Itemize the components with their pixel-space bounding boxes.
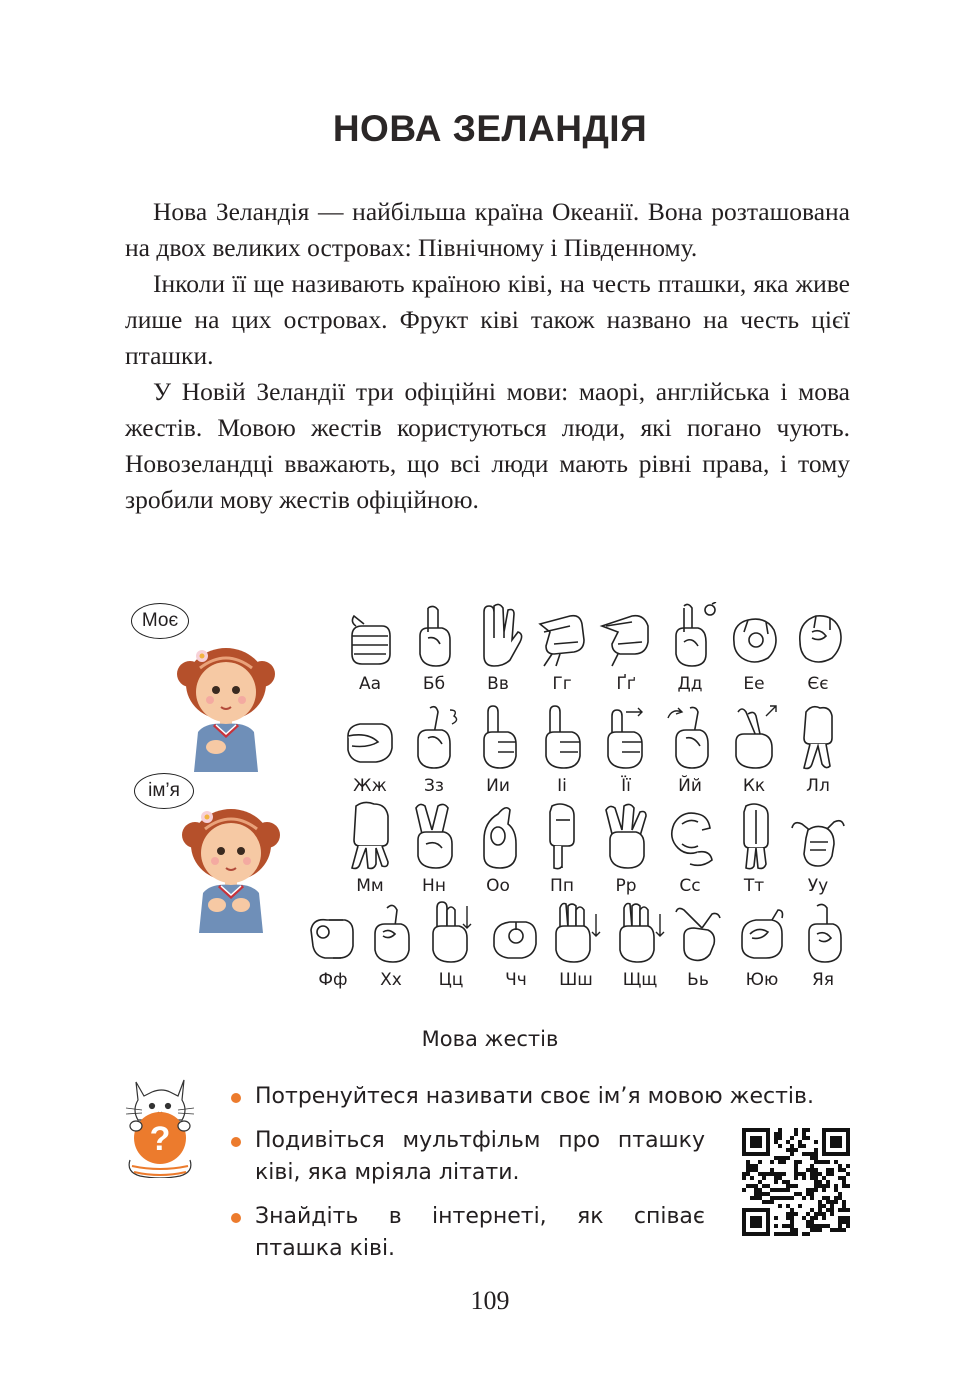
girl-illustration-top bbox=[176, 632, 276, 772]
sign-letter bbox=[339, 800, 401, 896]
hand-sign-icon bbox=[548, 900, 604, 966]
hand-sign-icon bbox=[534, 602, 590, 670]
sign-label: Чч bbox=[505, 970, 527, 990]
hand-sign-icon bbox=[406, 800, 462, 872]
sign-label: Йй bbox=[678, 776, 702, 796]
sign-letter bbox=[787, 602, 849, 694]
hand-sign-icon bbox=[662, 800, 718, 872]
sign-label: Дд bbox=[677, 674, 703, 694]
sign-letter bbox=[595, 602, 657, 694]
task-text: Потренуйтеся називати своє ім’я мовою жестів. bbox=[255, 1084, 814, 1109]
sign-letter bbox=[302, 900, 364, 990]
sign-letter bbox=[531, 800, 593, 896]
sign-label: Єє bbox=[807, 674, 829, 694]
sign-label: Ьь bbox=[687, 970, 709, 990]
sign-label: Сс bbox=[679, 876, 701, 896]
sign-letter bbox=[339, 602, 401, 694]
hand-sign-icon bbox=[726, 602, 782, 670]
girl-illustration-bottom bbox=[181, 793, 281, 933]
sign-letter bbox=[595, 800, 657, 896]
sign-letter bbox=[531, 702, 593, 796]
page-title: НОВА ЗЕЛАНДІЯ bbox=[332, 108, 648, 149]
hand-sign-icon bbox=[662, 602, 718, 670]
sign-label: Її bbox=[621, 776, 631, 796]
hand-sign-icon bbox=[598, 702, 654, 772]
sign-label: Тт bbox=[743, 876, 765, 896]
sign-label: Уу bbox=[807, 876, 829, 896]
sign-letter bbox=[467, 602, 529, 694]
sign-letter bbox=[792, 900, 854, 990]
sign-label: Іі bbox=[557, 776, 567, 796]
sign-letter bbox=[667, 900, 729, 990]
speech-bubble-bottom: ім’я bbox=[134, 773, 194, 809]
sign-label: Нн bbox=[422, 876, 446, 896]
hand-sign-icon bbox=[534, 800, 590, 872]
sign-label: Рр bbox=[615, 876, 637, 896]
sign-letter bbox=[723, 602, 785, 694]
hand-sign-icon bbox=[488, 900, 544, 966]
qr-code-icon[interactable] bbox=[742, 1128, 850, 1236]
sign-label: Пп bbox=[550, 876, 574, 896]
sign-letter bbox=[609, 900, 671, 990]
sign-label: Цц bbox=[438, 970, 464, 990]
sign-letter bbox=[467, 702, 529, 796]
hand-sign-icon bbox=[790, 602, 846, 670]
sign-label: Мм bbox=[356, 876, 384, 896]
sign-label: Зз bbox=[424, 776, 444, 796]
sign-label: Оо bbox=[486, 876, 510, 896]
sign-letter bbox=[787, 702, 849, 796]
sign-letter bbox=[531, 602, 593, 694]
sign-letter bbox=[659, 702, 721, 796]
sign-label: Лл bbox=[806, 776, 830, 796]
sign-letter bbox=[723, 702, 785, 796]
hand-sign-icon bbox=[342, 702, 398, 772]
hand-sign-icon bbox=[406, 602, 462, 670]
sign-letter bbox=[659, 800, 721, 896]
sign-label: Юю bbox=[745, 970, 779, 990]
sign-letter bbox=[467, 800, 529, 896]
page-number: 109 bbox=[470, 1286, 510, 1315]
sign-label: Хх bbox=[380, 970, 402, 990]
hand-sign-icon bbox=[406, 702, 462, 772]
sign-letter bbox=[545, 900, 607, 990]
body-text bbox=[125, 194, 850, 518]
svg-text:?: ? bbox=[149, 1120, 171, 1158]
hand-sign-icon bbox=[788, 800, 848, 872]
sign-label: Ее bbox=[743, 674, 765, 694]
sign-label: Жж bbox=[353, 776, 387, 796]
hand-sign-icon bbox=[734, 900, 790, 966]
sign-label: Яя bbox=[811, 970, 835, 990]
hand-sign-icon bbox=[662, 702, 718, 772]
sign-letter bbox=[595, 702, 657, 796]
sign-label: Ии bbox=[486, 776, 510, 796]
sign-letter bbox=[485, 900, 547, 990]
task-item bbox=[255, 1201, 705, 1265]
sign-letter bbox=[787, 800, 849, 896]
paragraph-2: Інколи її ще називають країною ківі, на честь пташки, яка живе лише на цих островах. Фрукт ківі також названо на честь цієї пташки. bbox=[125, 269, 850, 370]
sign-label: Фф bbox=[318, 970, 348, 990]
hand-sign-icon bbox=[612, 900, 668, 966]
hand-sign-icon bbox=[340, 800, 400, 872]
hand-sign-icon bbox=[670, 900, 726, 966]
hand-sign-icon bbox=[305, 900, 361, 966]
sign-letter bbox=[403, 800, 465, 896]
paragraph-3: У Новій Зеландії три офіційні мови: маорі, англійська і мова жестів. Мовою жестів користуються люди, які погано чують. Новозеландці вважають, що всі люди мають рівні права, і тому зробили мову жестів офіційною. bbox=[125, 377, 850, 514]
hand-sign-icon bbox=[795, 900, 851, 966]
sign-label: Гг bbox=[552, 674, 572, 694]
hand-sign-icon bbox=[598, 602, 654, 670]
task-item bbox=[255, 1081, 855, 1113]
sign-letter bbox=[731, 900, 793, 990]
hand-sign-icon bbox=[726, 800, 782, 872]
sign-letter bbox=[723, 800, 785, 896]
hand-sign-icon bbox=[790, 702, 846, 772]
hand-sign-icon bbox=[423, 900, 479, 966]
hand-sign-icon bbox=[726, 702, 782, 772]
sign-label: Шш bbox=[559, 970, 593, 990]
task-text: Знайдіть в інтернеті, як співає пташка ківі. bbox=[255, 1204, 705, 1261]
bullet-icon bbox=[231, 1137, 241, 1147]
hand-sign-icon bbox=[534, 702, 590, 772]
sign-label: Вв bbox=[487, 674, 509, 694]
cat-question-icon bbox=[122, 1072, 200, 1178]
task-text: Подивіться мультфільм про пташку ківі, яка мріяла літати. bbox=[255, 1128, 705, 1185]
sign-letter bbox=[339, 702, 401, 796]
hand-sign-icon bbox=[470, 702, 526, 772]
hand-sign-icon bbox=[363, 900, 419, 966]
task-item bbox=[255, 1125, 705, 1189]
hand-sign-icon bbox=[470, 602, 526, 670]
figure-caption: Мова жестів bbox=[421, 1027, 559, 1051]
sign-letter bbox=[403, 702, 465, 796]
sign-letter bbox=[659, 602, 721, 694]
hand-sign-icon bbox=[470, 800, 526, 872]
sign-label: Щщ bbox=[622, 970, 658, 990]
hand-sign-icon bbox=[342, 602, 398, 670]
speech-bubble-top: Моє bbox=[131, 603, 189, 639]
sign-letter bbox=[403, 602, 465, 694]
sign-letter bbox=[420, 900, 482, 990]
sign-label: Кк bbox=[742, 776, 766, 796]
bullet-icon bbox=[231, 1093, 241, 1103]
sign-label: Ґґ bbox=[616, 674, 636, 694]
sign-letter bbox=[360, 900, 422, 990]
sign-label: Аа bbox=[358, 674, 382, 694]
bullet-icon bbox=[231, 1213, 241, 1223]
paragraph-1: Нова Зеландія — найбільша країна Океанії. Вона розташована на двох великих островах: Північному і Південному. bbox=[125, 197, 850, 262]
hand-sign-icon bbox=[598, 800, 654, 872]
sign-label: Бб bbox=[422, 674, 446, 694]
